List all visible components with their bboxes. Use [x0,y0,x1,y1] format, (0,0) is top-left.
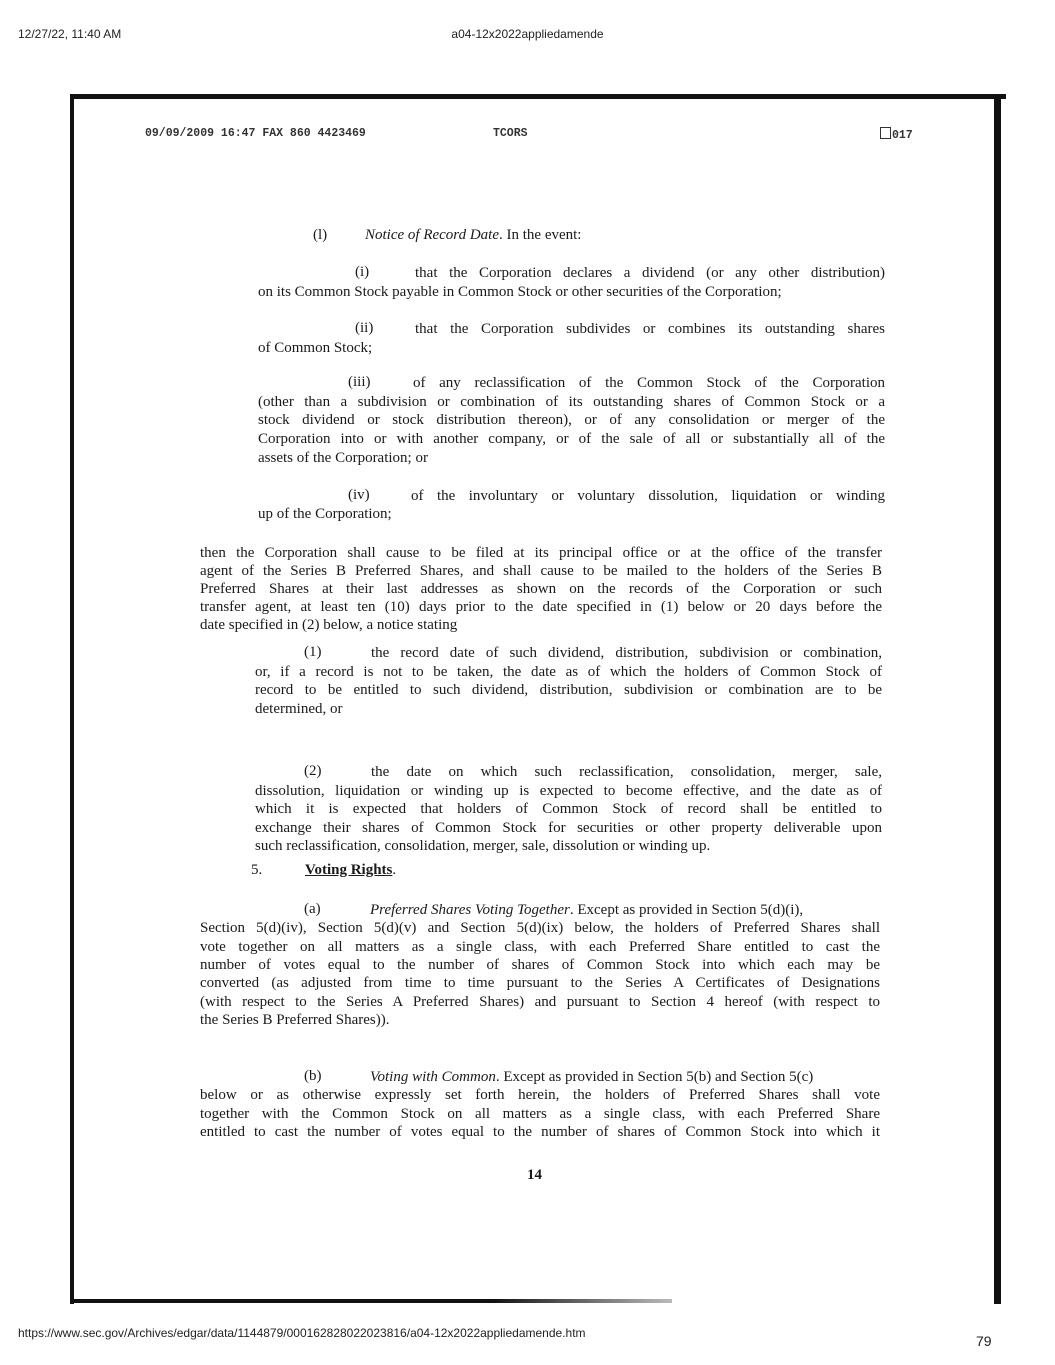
item-i-label: (i) [355,264,370,280]
section5-item-b-line: together with the Common Stock on all matters as a single class, with each Preferred Share [200,1105,880,1122]
browser-page-count: 79 [976,1333,992,1349]
item-ii-label: (ii) [355,320,374,336]
then-paragraph-line: agent of the Series B Preferred Shares, and shall cause to be mailed to the holders of the Series B [200,563,882,579]
fax-page-icon [880,127,891,139]
fax-header-left: 09/09/2009 16:47 FAX 860 4423469 [145,127,366,140]
section-l-label: (l) [313,227,328,243]
item-iii-line: assets of the Corporation; or [258,449,428,466]
notice-item-2-line: exchange their shares of Common Stock for securities or other property deliverable upon [255,819,882,836]
item-ii-line: of Common Stock; [258,340,373,356]
item-iv-line: of the involuntary or voluntary dissolution, liquidation or winding [411,488,885,504]
section5-item-a-line: converted (as adjusted from time to time pursuant to the Series A Certificates of Designations [200,975,880,992]
notice-item-1-line: record to be entitled to such dividend, distribution, subdivision or combination are to be [255,682,882,698]
fax-header-center: TCORS [493,127,528,140]
notice-item-1-label: (1) [304,644,322,660]
browser-page-title: a04-12x2022appliedamende [451,27,604,41]
fax-page-number: 017 [892,129,913,142]
section-l-heading [365,227,581,244]
notice-item-2-line: the date on which such reclassification, consolidation, merger, sale, [371,764,882,780]
section5-item-a-line: number of votes equal to the number of shares of Common Stock into which each may be [200,956,880,973]
scan-frame-bottom [72,1299,672,1303]
section5-period: . [392,862,397,878]
notice-item-2-line: dissolution, liquidation or winding up is expected to become effective, and the date as of [255,782,882,799]
item-iii-line: stock dividend or stock distribution thereon), or of any consolidation or merger of the [258,412,885,429]
section5-item-b-label: (b) [304,1068,322,1084]
scan-frame-top [72,94,1006,99]
section5-item-a-line: Preferred Shares Voting Together. Except as provided in Section 5(d)(i), [370,902,804,918]
section-l-title: Notice of Record Date [365,227,499,243]
then-paragraph-line: date specified in (2) below, a notice stating [200,617,458,633]
item-i-line: that the Corporation declares a dividend (or any other distribution) [415,265,885,281]
notice-item-1-line: determined, or [255,700,343,717]
notice-item-2-label: (2) [304,763,322,779]
item-iii-line: (other than a subdivision or combination of its outstanding shares of Common Stock or a [258,393,885,410]
scan-frame-left [70,94,74,1304]
section5-item-b-line: entitled to cast the number of votes equal to the number of shares of Common Stock into which it [200,1123,880,1140]
page-number: 14 [527,1167,542,1183]
section5-item-b-line: below or as otherwise expressly set forth herein, the holders of Preferred Shares shall vote [200,1087,880,1104]
notice-item-1-line: or, if a record is not to be taken, the date as of which the holders of Common Stock of [255,663,882,680]
then-paragraph-line: transfer agent, at least ten (10) days prior to the date specified in (1) below or 20 days before the [200,599,882,615]
then-paragraph-line: then the Corporation shall cause to be filed at its principal office or at the office of the transfer [200,545,882,561]
section5-number: 5. [251,862,263,878]
item-iv-label: (iv) [348,487,370,503]
then-paragraph-line: Preferred Shares at their last addresses as shown on the records of the Corporation or such [200,581,882,597]
item-ii-line: that the Corporation subdivides or combines its outstanding shares [415,321,885,337]
section5-item-b-title: Voting with Common [370,1069,496,1085]
browser-url: https://www.sec.gov/Archives/edgar/data/1144879/000162828022023816/a04-12x2022appliedamende.htm [18,1326,586,1340]
fax-header-right [880,127,913,142]
section5-item-a-line: Section 5(d)(iv), Section 5(d)(v) and Section 5(d)(ix) below, the holders of Preferred Shares shall [200,920,880,937]
section5-title: Voting Rights [305,862,393,878]
item-iv-line: up of the Corporation; [258,506,392,522]
browser-datetime: 12/27/22, 11:40 AM [18,27,122,41]
notice-item-2-line: such reclassification, consolidation, merger, sale, dissolution or winding up. [255,838,711,854]
section5-item-a-line: vote together on all matters as a single class, with each Preferred Share entitled to cast the [200,938,880,955]
notice-item-1-line: the record date of such dividend, distribution, subdivision or combination, [371,645,882,661]
section5-item-a-title: Preferred Shares Voting Together [370,902,570,918]
section5-item-b-line: Voting with Common. Except as provided in Section 5(b) and Section 5(c) [370,1069,814,1085]
item-iii-line: Corporation into or with another company, or of the sale of all or substantially all of the [258,431,885,448]
item-iii-label: (iii) [348,374,371,390]
notice-item-2-line: which it is expected that holders of Common Stock of record shall be entitled to [255,801,882,817]
section5-item-a-line: (with respect to the Series A Preferred Shares) and pursuant to Section 4 hereof (with respect to [200,993,880,1010]
section5-heading [305,862,396,879]
section5-item-a-line: the Series B Preferred Shares)). [200,1011,390,1028]
scan-frame-right [994,94,1001,1304]
section5-item-a-label: (a) [304,901,321,917]
section-l-rest: . In the event: [499,227,582,243]
item-iii-line: of any reclassification of the Common Stock of the Corporation [413,375,885,391]
item-i-line: on its Common Stock payable in Common Stock or other securities of the Corporation; [258,284,782,300]
